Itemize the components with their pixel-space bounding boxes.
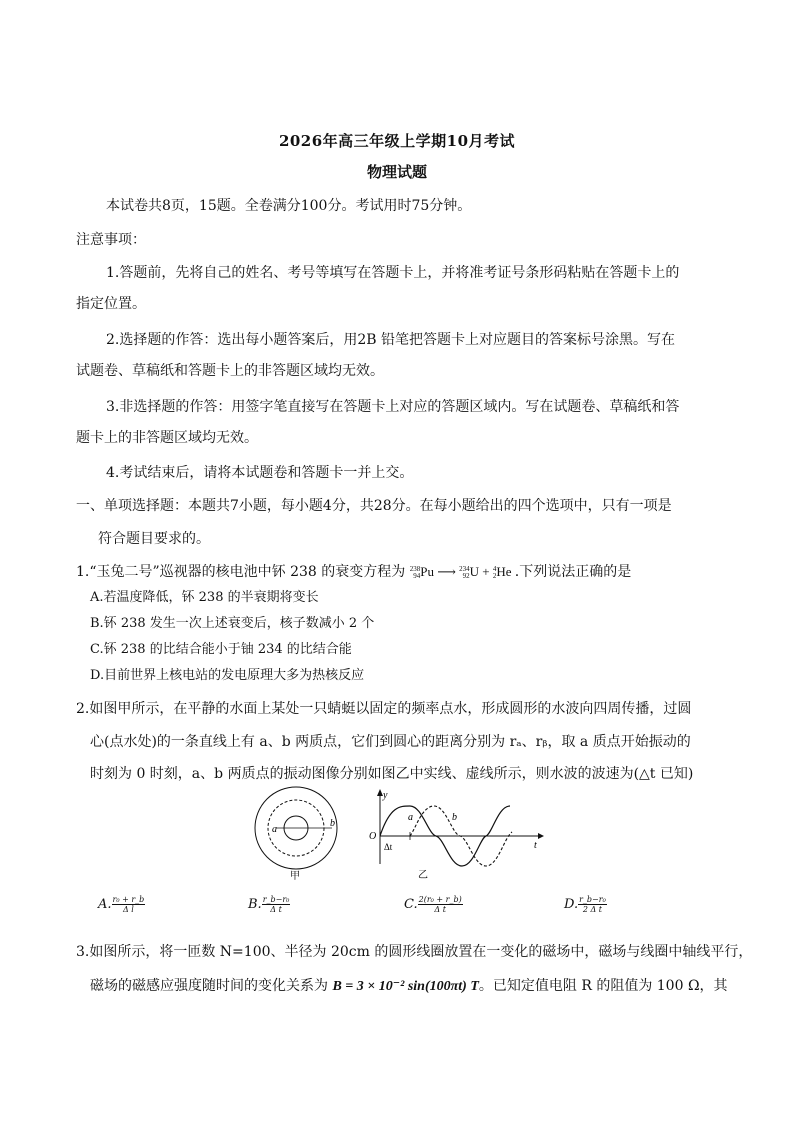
pu-atomic-number: 94 [413,572,421,581]
point-b-label: b [330,818,335,829]
notice-item-2-line-1: 2.选择题的作答：选出每小题答案后，用2B 铅笔把答题卡上对应题目的答案标号涂黑。写在 [106,332,676,348]
notice-item-1-line-1: 1.答题前，先将自己的姓名、考号等填写在答题卡上，并将准考证号条形码粘贴在答题卡上的 [106,265,680,281]
q2-line-1: 2.如图甲所示，在平静的水面上某处一只蜻蜓以固定的频率点水，形成圆形的水波向四周传播，过圆 [76,701,692,717]
q2-option-c-numerator: 2(r₀ + r_b) [418,894,462,904]
page-title: 2026年高三年级上学期10月考试 [278,132,516,150]
q2-option-d-letter: D. [564,897,579,912]
exam-intro: 本试卷共8页，15题。全卷满分100分。考试用时75分钟。 [106,198,472,214]
q2-option-b [248,894,290,915]
figure-ripple-circles [248,786,348,882]
q1-stem-after: .下列说法正确的是 [514,564,632,580]
q2-option-c [404,894,463,915]
q3-line-2-after: 。已知定值电阻 R 的阻值为 100 Ω，其 [478,978,728,994]
q1-option-c: C.钚 238 的比结合能小于铀 234 的比结合能 [90,642,352,657]
he-atomic-number: 2 [492,572,497,581]
section-1-heading-line-2: 符合题目要求的。 [98,531,210,547]
section-1-heading-line-1: 一、单项选择题：本题共7小题，每小题4分，共28分。在每小题给出的四个选项中，只有一项是 [76,498,672,514]
q2-option-c-denominator: Δ t [434,904,446,914]
curve-b-label: b [452,812,457,823]
q2-line-3: 时刻为 0 时刻，a、b 两质点的振动图像分别如图乙中实线、虚线所示，则水波的波速为(△t 已知) [90,766,694,782]
q2-option-a [98,894,145,915]
q3-line-1: 3.如图所示，将一匝数 N=100、半径为 20cm 的圆形线圈放置在一变化的磁场中，磁场与线圈中轴线平行， [76,944,753,960]
figure-vibration-graph [366,786,546,882]
time-axis-label: t [534,840,537,851]
origin-label: O [369,831,377,842]
q2-option-a-denominator: Δ l [122,904,134,914]
notice-item-3-line-2: 题卡上的非答题区域均无效。 [76,430,258,446]
q3-line-2 [90,976,728,997]
notice-item-2-line-2: 试题卷、草稿纸和答题卡上的非答题区域均无效。 [76,363,384,379]
he-symbol: He [496,564,512,579]
q1-option-b: B.钚 238 发生一次上述衰变后，核子数减小 2 个 [90,616,375,631]
he-mass-number: 4 [492,565,497,574]
q2-option-d-fraction [578,895,607,914]
pu-symbol: Pu [420,564,434,579]
page-subtitle: 物理试题 [366,163,427,181]
q2-option-a-numerator: r₀ + r_b [112,894,145,904]
q1-option-d: D.目前世界上核电站的发电原理大多为热核反应 [90,668,365,683]
q2-option-b-denominator: Δ t [270,904,282,914]
y-axis-label: y [383,790,388,801]
q1-stem [76,562,631,582]
q2-option-a-fraction [112,895,146,914]
q2-option-c-letter: C. [404,897,418,912]
plus-sign: + [482,564,490,579]
q1-stem-before: 1.“玉兔二号”巡视器的核电池中钚 238 的衰变方程为 [76,564,406,580]
pu-mass-number: 238 [409,565,421,574]
q2-option-b-numerator: r_b−r₀ [262,894,290,904]
u-atomic-number: 92 [462,572,470,581]
figure-jia-label: 甲 [290,871,300,882]
q2-line-2: 心(点水处)的一条直线上有 a、b 两质点，它们到圆心的距离分别为 rₐ、rᵦ，取 a 质点开始振动的 [90,734,691,750]
q2-option-d [564,894,607,915]
q3-line-2-before: 磁场的磁感应强度随时间的变化关系为 [90,978,328,994]
u-mass-number: 234 [459,565,470,574]
point-a-label: a [272,824,277,835]
q2-option-a-letter: A. [98,897,112,912]
q2-option-b-letter: B. [248,897,262,912]
q1-decay-equation [410,564,515,579]
notice-item-1-line-2: 指定位置。 [76,296,146,312]
figure-yi-label: 乙 [418,870,428,881]
notice-item-4: 4.考试结束后，请将本试题卷和答题卡一并上交。 [106,465,414,481]
q2-option-d-numerator: r_b−r₀ [579,894,606,904]
q2-option-b-fraction [262,895,291,914]
q2-option-d-denominator: 2 Δ t [582,904,603,914]
time-axis-arrow [538,833,544,839]
notice-heading: 注意事项： [76,232,146,248]
curve-a-label: a [408,812,413,823]
delta-t-label: Δt [384,842,393,852]
q1-option-a: A.若温度降低，钚 238 的半衰期将变长 [90,590,319,605]
q3-field-formula: B = 3 × 10⁻² sin(100πt) T [332,979,479,994]
notice-item-3-line-1: 3.非选择题的作答：用签字笔直接写在答题卡上对应的答题区域内。写在试题卷、草稿纸和答 [106,399,680,415]
u-symbol: U [469,564,480,579]
reaction-arrow: ⟶ [437,564,456,579]
q2-option-c-fraction [418,895,463,914]
